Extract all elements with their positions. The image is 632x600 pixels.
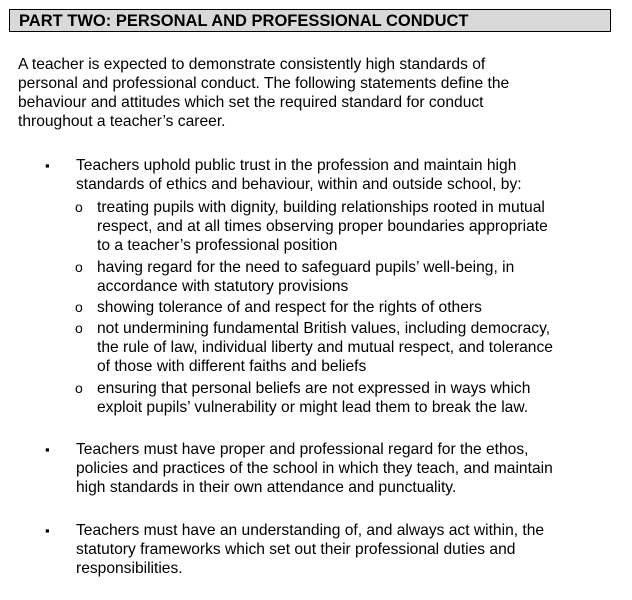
intro-line: A teacher is expected to demonstrate consistently high standards of xyxy=(18,56,486,73)
sub-line: not undermining fundamental British values, including democracy, xyxy=(97,320,551,337)
sub-line: the rule of law, individual liberty and mutual respect, and tolerance xyxy=(97,339,553,356)
circle-bullet-icon: o xyxy=(75,320,83,336)
bullet-line: Teachers uphold public trust in the profession and maintain high xyxy=(76,157,517,174)
sub-line: having regard for the need to safeguard pupils’ well-being, in xyxy=(97,259,515,276)
sub-item-text xyxy=(97,298,632,317)
bullet-line: responsibilities. xyxy=(76,560,183,577)
sub-line: respect, and at all times observing proper boundaries appropriate xyxy=(97,218,548,235)
sub-line: accordance with statutory provisions xyxy=(97,278,349,295)
circle-bullet-icon: o xyxy=(75,199,83,215)
square-bullet-icon: ▪ xyxy=(45,158,50,173)
bullet-line: Teachers must have an understanding of, and always act within, the xyxy=(76,522,545,539)
sub-item-text xyxy=(97,258,632,296)
sub-item-text xyxy=(97,379,632,417)
intro-line: personal and professional conduct. The following statements define the xyxy=(18,75,510,92)
sub-line: to a teacher’s professional position xyxy=(97,237,338,254)
bullet-text xyxy=(76,156,628,194)
circle-bullet-icon: o xyxy=(75,380,83,396)
sub-line: showing tolerance of and respect for the rights of others xyxy=(97,299,482,316)
bullet-line: policies and practices of the school in which they teach, and maintain xyxy=(76,460,553,477)
square-bullet-icon: ▪ xyxy=(45,523,50,538)
circle-bullet-icon: o xyxy=(75,299,83,315)
section-heading: PART TWO: PERSONAL AND PROFESSIONAL CONDUCT xyxy=(19,12,469,30)
intro-line: throughout a teacher’s career. xyxy=(18,113,226,130)
sub-line: treating pupils with dignity, building relationships rooted in mutual xyxy=(97,199,545,216)
intro-line: behaviour and attitudes which set the required standard for conduct xyxy=(18,94,484,111)
section-heading-box xyxy=(9,9,611,32)
bullet-line: high standards in their own attendance and punctuality. xyxy=(76,479,457,496)
intro-paragraph xyxy=(18,55,618,131)
circle-bullet-icon: o xyxy=(75,259,83,275)
sub-line: ensuring that personal beliefs are not expressed in ways which xyxy=(97,380,531,397)
square-bullet-icon: ▪ xyxy=(45,442,50,457)
sub-line: exploit pupils’ vulnerability or might lead them to break the law. xyxy=(97,399,529,416)
sub-line: of those with different faiths and beliefs xyxy=(97,358,367,375)
bullet-text xyxy=(76,521,628,578)
sub-item-text xyxy=(97,198,632,255)
bullet-line: Teachers must have proper and professional regard for the ethos, xyxy=(76,441,529,458)
sub-item-text xyxy=(97,319,632,376)
bullet-text xyxy=(76,440,628,497)
bullet-line: statutory frameworks which set out their professional duties and xyxy=(76,541,516,558)
bullet-line: standards of ethics and behaviour, within and outside school, by: xyxy=(76,176,522,193)
